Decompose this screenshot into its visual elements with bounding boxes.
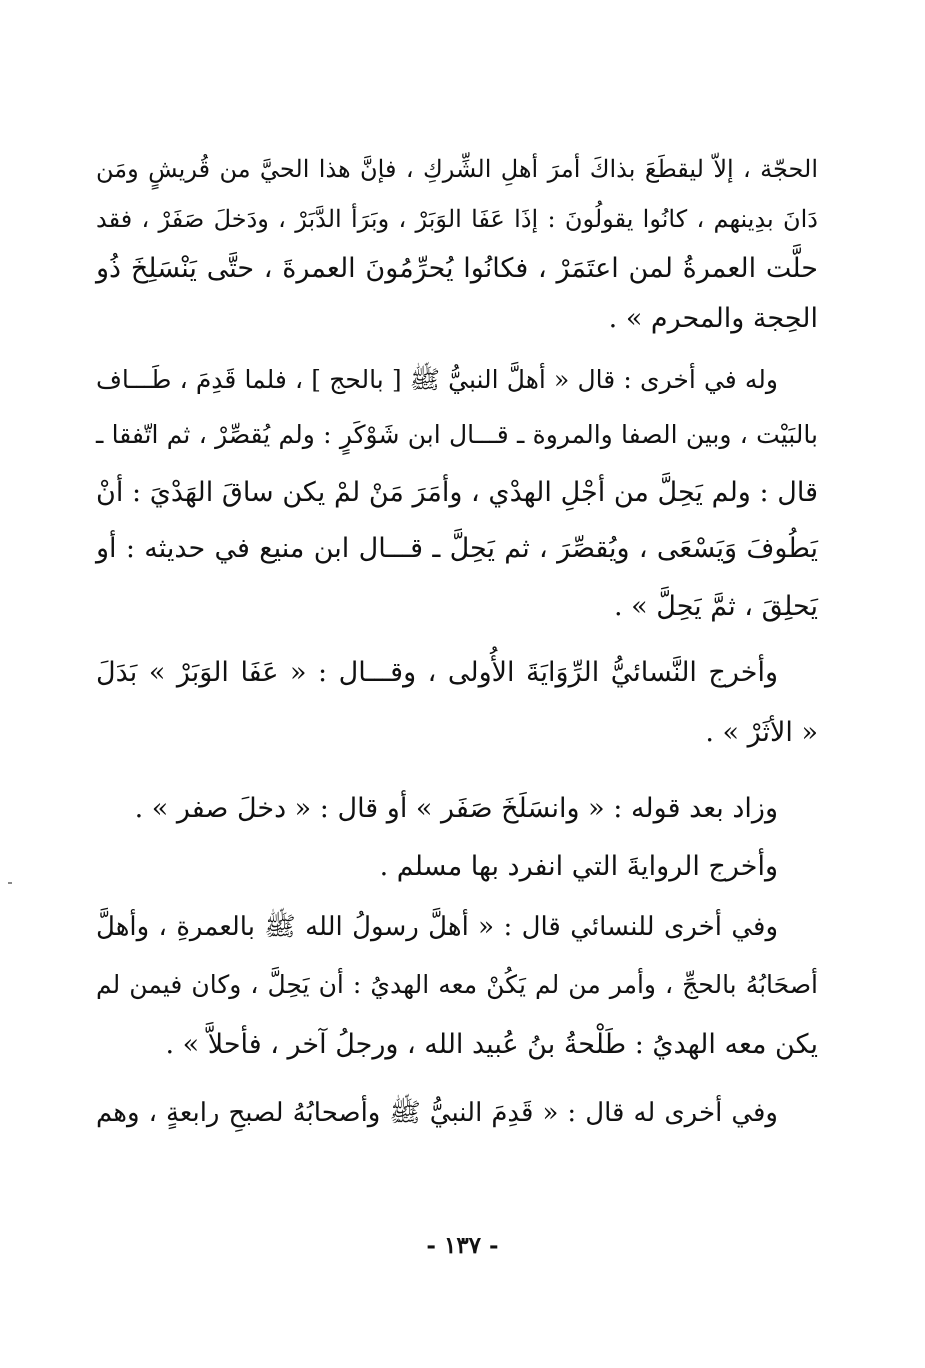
text-line-4: الحِجة والمحرم » . [608, 303, 818, 334]
text-line-2: دَانَ بدِينهم ، كانُوا يقولُونَ : إذَا عَفَا الوَبَرْ ، وبَرَأ الدَّبَرْ ، ودَخلَ صَفَرْ ، فقد [96, 205, 818, 233]
text-line-1: الحجّة ، إلاّ ليقطَعَ بذاكَ أمرَ أهلِ الشِّركِ ، فإنَّ هذا الحيَّ من قُريشٍ ومَن [96, 155, 818, 183]
text-line-8: يَطُوفَ وَيَسْعَى ، ويُقصِّرَ ، ثم يَحِلَّ ـ قـــال ابن منيع في حديثه : أو [96, 533, 818, 564]
margin-mark [8, 882, 12, 884]
text-line-9: يَحلِقَ ، ثمَّ يَحِلَّ » . [613, 591, 818, 622]
text-line-11: « الأثَرْ » . [705, 717, 818, 748]
text-line-13: وأخرج الروايةَ التي انفرد بها مسلم . [379, 851, 778, 882]
text-line-15: أصحَابُهُ بالحجِّ ، وأمر من لم يَكُنْ معه الهديُ : أن يَحِلَّ ، وكان فيمن لم [96, 970, 818, 999]
text-line-5: وله في أخرى : قال « أهلَّ النبيُّ ﷺ [ بالحج ] ، فلما قَدِمَ ، طَـــاف [96, 365, 778, 394]
page-number: - ١٣٧ - [426, 1232, 499, 1259]
text-line-12: وزاد بعد قوله : « وانسَلَخَ صَفَر » أو قال : « دخلَ صفر » . [134, 793, 778, 824]
text-line-16: يكن معه الهديُ : طَلْحةُ بنُ عُبيد الله ، ورجلُ آخر ، فأحلاَّ » . [165, 1029, 818, 1060]
text-line-3: حلَّت العمرةُ لمن اعتَمَرْ ، فكانُوا يُحرِّمُونَ العمرةَ ، حتَّى يَنْسَلِخَ ذُو [96, 253, 818, 284]
text-line-17: وفي أخرى له قال : « قَدِمَ النبيُّ ﷺ وأصحابُهُ لصبحِ رابعةٍ ، وهم [96, 1098, 778, 1128]
text-line-7: قال : ولم يَحِلَّ من أجْلِ الهدْي ، وأمَرَ مَنْ لمْ يكن ساقَ الهَدْيَ : أنْ [96, 477, 818, 508]
text-line-6: بالبَيْت ، وبين الصفا والمروة ـ قـــال ابن شَوْكَرٍ : ولم يُقصِّرْ ، ثم اتّفقا ـ [96, 420, 818, 449]
text-line-10: وأخرج النَّسائيُّ الرِّوَايَةَ الأُولى ، وقـــال : « عَفَا الوَبَرْ » بَدَلَ [96, 657, 778, 688]
text-line-14: وفي أخرى للنسائي قال : « أهلَّ رسولُ الله ﷺ بالعمرةِ ، وأهلَّ [96, 912, 778, 942]
